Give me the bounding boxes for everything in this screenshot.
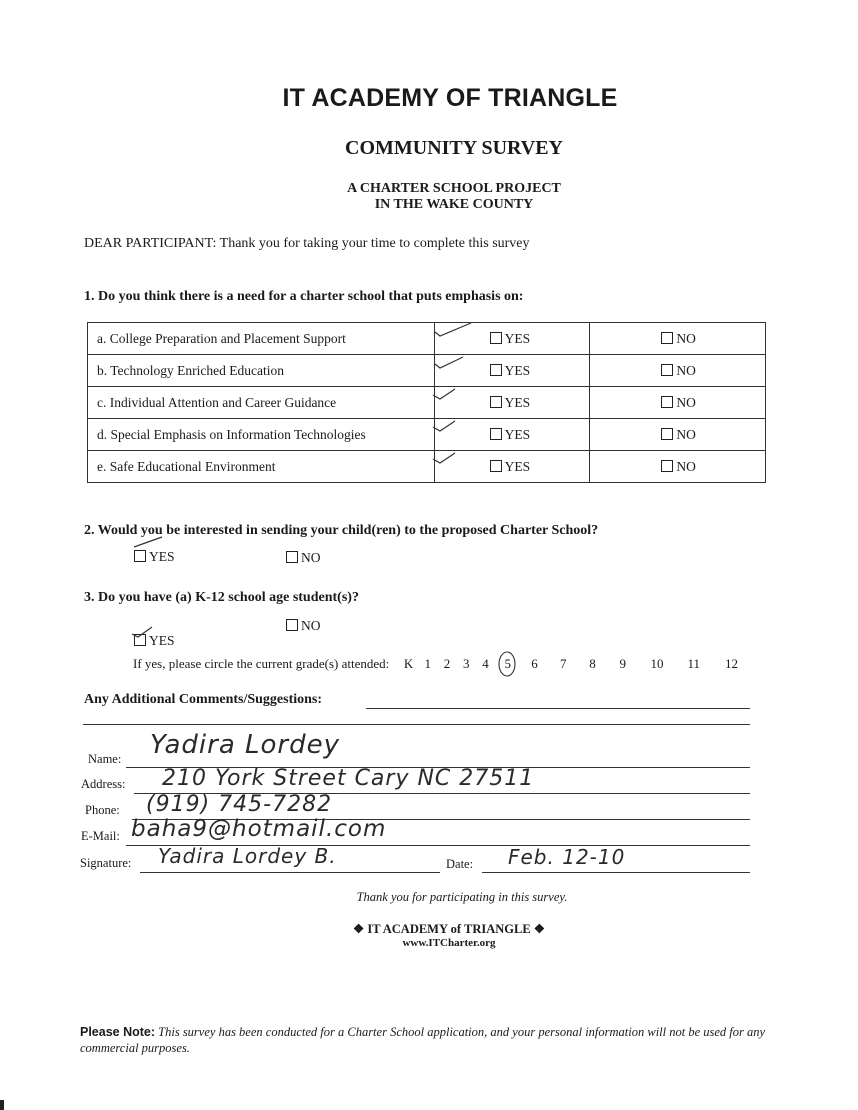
question-2: 2. Would you be interested in sending your child(ren) to the proposed Charter School? bbox=[84, 523, 599, 538]
checkbox-icon bbox=[661, 396, 673, 408]
grade-option[interactable]: 4 bbox=[482, 656, 489, 671]
address-label: Address: bbox=[81, 777, 126, 791]
signature-field[interactable]: Yadira Lordey B. bbox=[158, 844, 337, 868]
q3-yes-checkbox[interactable]: YES bbox=[134, 633, 858, 649]
q3-no-checkbox[interactable]: NO bbox=[286, 618, 321, 634]
q1-row-label: b. Technology Enriched Education bbox=[88, 355, 435, 387]
grade-option[interactable]: 1 bbox=[424, 656, 432, 671]
grade-option[interactable]: K bbox=[403, 656, 414, 671]
checkmark-icon bbox=[433, 323, 473, 337]
signature-label: Signature: bbox=[80, 856, 132, 870]
name-label: Name: bbox=[88, 752, 122, 766]
q2-no-checkbox[interactable]: NO bbox=[286, 550, 321, 566]
q1a-no-checkbox[interactable]: NO bbox=[590, 331, 696, 346]
grade-option-circled[interactable]: 5 bbox=[497, 656, 519, 672]
checkmark-icon bbox=[433, 387, 473, 401]
checkbox-icon bbox=[490, 332, 502, 344]
question-1: 1. Do you think there is a need for a charter school that puts emphasis on: bbox=[84, 289, 524, 304]
diamond-bullet-icon: ❖ bbox=[352, 922, 365, 936]
thank-you-text: Thank you for participating in this survey. bbox=[356, 890, 568, 904]
grade-option[interactable]: 2 bbox=[443, 656, 451, 671]
note-label: Please Note: bbox=[80, 1025, 156, 1039]
checkmark-icon bbox=[433, 451, 473, 465]
email-label: E-Mail: bbox=[81, 829, 120, 843]
date-line bbox=[482, 872, 750, 873]
name-field[interactable]: Yadira Lordey bbox=[150, 730, 341, 760]
q1d-no-checkbox[interactable]: NO bbox=[590, 427, 696, 442]
project-line-2: IN THE WAKE COUNTY bbox=[374, 197, 534, 212]
q1c-yes-checkbox[interactable]: YES bbox=[435, 395, 531, 410]
footer-org bbox=[0, 921, 858, 937]
grade-option[interactable]: 9 bbox=[619, 656, 627, 671]
comments-label: Any Additional Comments/Suggestions: bbox=[84, 692, 323, 707]
q1b-yes-checkbox[interactable]: YES bbox=[435, 363, 531, 378]
q1d-yes-checkbox[interactable]: YES bbox=[435, 427, 531, 442]
comments-line[interactable] bbox=[366, 708, 750, 709]
table-row bbox=[88, 451, 766, 483]
grade-option[interactable]: 11 bbox=[687, 656, 701, 671]
scan-mark bbox=[0, 1100, 4, 1110]
q1c-no-checkbox[interactable]: NO bbox=[590, 395, 696, 410]
grade-option[interactable]: 8 bbox=[589, 656, 596, 671]
checkbox-icon bbox=[661, 460, 673, 472]
footer-org-name: IT ACADEMY of TRIANGLE bbox=[367, 922, 531, 936]
circle-mark-icon bbox=[495, 650, 519, 680]
q2-yes-checkbox[interactable]: YES bbox=[134, 549, 858, 565]
checkmark-icon bbox=[433, 355, 473, 369]
table-row bbox=[88, 323, 766, 355]
intro-text: DEAR PARTICIPANT: Thank you for taking your time to complete this survey bbox=[84, 236, 530, 251]
grade-option[interactable]: 10 bbox=[650, 656, 664, 671]
checkmark-icon bbox=[132, 541, 172, 555]
comments-line[interactable] bbox=[83, 724, 750, 725]
checkbox-icon bbox=[490, 428, 502, 440]
date-label: Date: bbox=[446, 857, 474, 871]
checkbox-icon bbox=[490, 460, 502, 472]
email-field[interactable]: baha9@hotmail.com bbox=[131, 816, 387, 842]
note-text: This survey has been conducted for a Charter School application, and your personal information will not be used for any commercial purposes. bbox=[80, 1025, 766, 1055]
checkbox-icon bbox=[490, 364, 502, 376]
checkbox-icon bbox=[490, 396, 502, 408]
table-row bbox=[88, 355, 766, 387]
project-line-1: A CHARTER SCHOOL PROJECT bbox=[347, 181, 561, 196]
table-row bbox=[88, 387, 766, 419]
phone-label: Phone: bbox=[85, 803, 120, 817]
checkmark-icon bbox=[132, 625, 172, 639]
grade-selector bbox=[133, 656, 750, 672]
checkbox-icon bbox=[661, 332, 673, 344]
org-title: IT ACADEMY OF TRIANGLE bbox=[282, 84, 618, 112]
q1b-no-checkbox[interactable]: NO bbox=[590, 363, 696, 378]
date-field[interactable]: Feb. 12-10 bbox=[508, 845, 626, 869]
privacy-note bbox=[80, 1024, 820, 1056]
checkbox-icon bbox=[661, 428, 673, 440]
grade-prompt: If yes, please circle the current grade(s) attended: bbox=[133, 656, 390, 671]
grade-option[interactable]: 7 bbox=[560, 656, 567, 671]
q1-row-label: a. College Preparation and Placement Support bbox=[88, 323, 435, 355]
diamond-bullet-icon: ❖ bbox=[533, 922, 546, 936]
checkbox-icon bbox=[286, 551, 298, 563]
q1e-yes-checkbox[interactable]: YES bbox=[435, 459, 531, 474]
footer-url[interactable]: www.ITCharter.org bbox=[402, 937, 496, 949]
grade-option[interactable]: 3 bbox=[463, 656, 470, 671]
q1-row-label: e. Safe Educational Environment bbox=[88, 451, 435, 483]
q1-row-label: c. Individual Attention and Career Guidance bbox=[88, 387, 435, 419]
q1e-no-checkbox[interactable]: NO bbox=[590, 459, 696, 474]
project-heading bbox=[0, 181, 858, 213]
q1a-yes-checkbox[interactable]: YES bbox=[435, 331, 531, 346]
phone-field[interactable]: (919) 745-7282 bbox=[146, 792, 333, 817]
grade-option[interactable]: 12 bbox=[725, 656, 739, 671]
q1-table bbox=[87, 322, 766, 483]
grade-option[interactable]: 6 bbox=[531, 656, 538, 671]
table-row bbox=[88, 419, 766, 451]
survey-title: COMMUNITY SURVEY bbox=[345, 137, 563, 159]
q1-row-label: d. Special Emphasis on Information Technologies bbox=[88, 419, 435, 451]
checkbox-icon bbox=[661, 364, 673, 376]
address-field[interactable]: 210 York Street Cary NC 27511 bbox=[162, 766, 535, 791]
signature-line bbox=[140, 872, 440, 873]
checkmark-icon bbox=[433, 419, 473, 433]
question-3: 3. Do you have (a) K-12 school age student(s)? bbox=[84, 590, 359, 605]
checkbox-icon bbox=[286, 619, 298, 631]
